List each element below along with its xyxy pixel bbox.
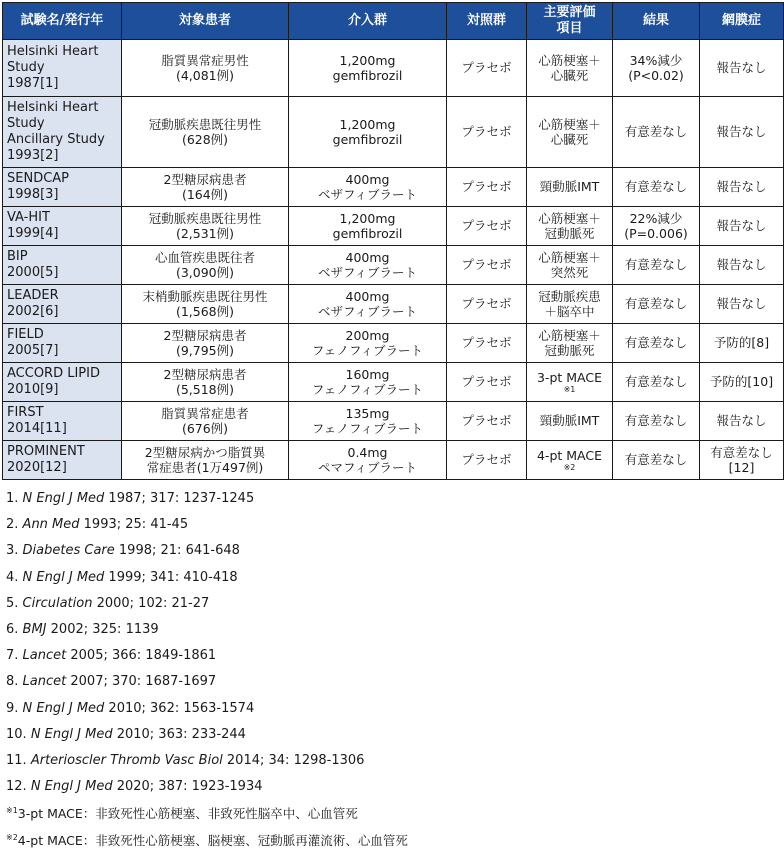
cell-line: 2010[9] — [7, 382, 59, 397]
cell-trial — [3, 402, 122, 441]
reference-item — [6, 722, 761, 748]
reference-journal: N Engl J Med — [22, 700, 105, 716]
cell-intervention — [289, 285, 447, 324]
table-row — [3, 97, 784, 168]
cell-retinopathy — [700, 40, 784, 97]
cell-line: 2型糖尿病患者 — [163, 171, 247, 187]
cell-line: 2型糖尿病かつ脂質異 — [144, 444, 266, 460]
cell-line: 報告なし — [716, 124, 767, 140]
header-trial: 試験名/発行年 — [3, 3, 122, 40]
cell-control: プラセボ — [447, 285, 527, 324]
cell-line: 200mg — [345, 327, 390, 343]
cell-line: 末梢動脈疾患既往男性 — [142, 288, 268, 304]
cell-line: ベザフィブラート — [317, 187, 417, 202]
cell-retinopathy — [700, 97, 784, 168]
cell-patients — [122, 40, 289, 97]
cell-result — [613, 402, 700, 441]
cell-line: 冠動脈疾患 — [538, 288, 601, 304]
footnote-mark: ※2 — [6, 833, 18, 843]
reference-item — [6, 591, 761, 617]
reference-journal: Lancet — [22, 648, 67, 664]
reference-journal: Lancet — [22, 674, 67, 690]
cell-retinopathy — [700, 246, 784, 285]
cell-line: 冠動脈死 — [544, 343, 595, 358]
cell-line: (3,090例) — [175, 265, 235, 280]
cell-line: ACCORD LIPID — [7, 366, 100, 382]
reference-item — [6, 565, 761, 591]
cell-intervention — [289, 363, 447, 402]
cell-line: gemfibrozil — [332, 132, 403, 147]
cell-line: 有意差なし — [624, 296, 688, 312]
reference-item — [6, 696, 761, 722]
cell-line: 2005[7] — [7, 343, 59, 358]
cell-line: ペマフィブラート — [317, 460, 417, 475]
cell-result — [613, 324, 700, 363]
reference-item — [6, 748, 761, 774]
references-list — [6, 486, 761, 854]
cell-line: 心筋梗塞＋ — [538, 210, 601, 226]
reference-journal: Circulation — [22, 595, 93, 611]
header-control: 対照群 — [447, 3, 527, 40]
header-result: 結果 — [613, 3, 700, 40]
cell-result — [613, 168, 700, 207]
table-row — [3, 441, 784, 480]
cell-line: 160mg — [345, 366, 390, 382]
reference-details: 1998; 21: 641-648 — [114, 543, 240, 559]
cell-line: FIRST — [7, 405, 44, 421]
cell-control: プラセボ — [447, 441, 527, 480]
cell-line: 報告なし — [716, 218, 767, 234]
cell-line: 有意差なし — [624, 179, 688, 195]
cell-patients — [122, 441, 289, 480]
header-intervention: 介入群 — [289, 3, 447, 40]
cell-result — [613, 97, 700, 168]
cell-retinopathy — [700, 402, 784, 441]
cell-line: 有意差なし — [624, 374, 688, 390]
table-row — [3, 207, 784, 246]
cell-line: 有意差なし — [624, 413, 688, 429]
cell-line: 1999[4] — [7, 226, 59, 241]
reference-item — [6, 617, 761, 643]
cell-retinopathy — [700, 168, 784, 207]
cell-line: 報告なし — [716, 413, 767, 429]
cell-line: (P=0.006) — [624, 226, 688, 241]
cell-line: [12] — [728, 460, 755, 475]
cell-line: 2型糖尿病患者 — [163, 366, 247, 382]
cell-line: Helsinki Heart — [7, 100, 99, 116]
cell-line: 頸動脈IMT — [539, 179, 600, 195]
cell-intervention — [289, 40, 447, 97]
reference-journal: N Engl J Med — [22, 569, 105, 585]
cell-result — [613, 207, 700, 246]
cell-line: ベザフィブラート — [317, 265, 417, 280]
cell-intervention — [289, 207, 447, 246]
cell-line: BIP — [7, 249, 28, 265]
footnote-marker: ※1 — [563, 385, 576, 395]
cell-outcome — [527, 324, 613, 363]
cell-line: (2,531例) — [175, 226, 235, 241]
reference-details: 1999; 341: 410-418 — [104, 569, 238, 585]
fibrate-trials-table — [2, 2, 784, 480]
cell-line: 脂質異常症患者 — [161, 405, 249, 421]
cell-control: プラセボ — [447, 324, 527, 363]
cell-control: プラセボ — [447, 246, 527, 285]
cell-line: フェノフィブラート — [311, 382, 424, 397]
cell-line: Study — [7, 60, 45, 76]
cell-line: (5,518例) — [175, 382, 235, 397]
reference-journal: Arterioscler Thromb Vasc Biol — [30, 752, 223, 768]
cell-outcome — [527, 168, 613, 207]
cell-intervention — [289, 324, 447, 363]
cell-outcome — [527, 285, 613, 324]
reference-journal: Ann Med — [22, 517, 80, 533]
cell-trial — [3, 246, 122, 285]
cell-result — [613, 246, 700, 285]
footnote-text: 4-pt MACE：非致死性心筋梗塞、脳梗塞、冠動脈再灌流術、心血管死 — [17, 833, 408, 849]
cell-line: (9,795例) — [175, 343, 235, 358]
reference-item — [6, 669, 761, 695]
cell-line: 常症患者(1万497例) — [146, 460, 264, 475]
cell-line: 心筋梗塞＋ — [538, 116, 601, 132]
cell-patients — [122, 97, 289, 168]
cell-line: PROMINENT — [7, 444, 85, 460]
cell-result — [613, 285, 700, 324]
cell-line: 1,200mg — [339, 116, 396, 132]
footnote-marker: ※2 — [563, 463, 576, 473]
cell-line: Study — [7, 116, 45, 132]
cell-trial — [3, 441, 122, 480]
cell-line: 1,200mg — [339, 52, 396, 68]
table-row — [3, 363, 784, 402]
cell-line: SENDCAP — [7, 171, 70, 187]
cell-line: 心筋梗塞＋ — [538, 327, 601, 343]
cell-line: (164例) — [181, 187, 229, 202]
cell-line: 2020[12] — [7, 460, 67, 475]
cell-line: 心臓死 — [550, 68, 589, 83]
cell-intervention — [289, 402, 447, 441]
cell-trial — [3, 207, 122, 246]
cell-trial — [3, 324, 122, 363]
header-patients: 対象患者 — [122, 3, 289, 40]
cell-line: 0.4mg — [347, 444, 388, 460]
reference-item — [6, 643, 761, 669]
reference-details: 2005; 366: 1849-1861 — [66, 648, 217, 664]
cell-line: Ancillary Study — [7, 132, 105, 147]
reference-number: 11. — [6, 752, 27, 768]
cell-line: 1993[2] — [7, 147, 59, 163]
reference-item — [6, 774, 761, 800]
cell-line: 突然死 — [550, 265, 589, 280]
cell-line: 心筋梗塞＋ — [538, 249, 601, 265]
cell-line: 400mg — [345, 288, 390, 304]
cell-line: 2002[6] — [7, 304, 59, 319]
cell-patients — [122, 285, 289, 324]
reference-details: 2007; 370: 1687-1697 — [66, 674, 217, 690]
reference-details: 2002; 325: 1139 — [46, 621, 159, 637]
cell-line: 34%減少 — [629, 52, 683, 68]
cell-retinopathy — [700, 207, 784, 246]
cell-outcome — [527, 246, 613, 285]
footnote-mark: ※1 — [6, 806, 18, 816]
cell-patients — [122, 246, 289, 285]
reference-item — [6, 538, 761, 564]
cell-result — [613, 441, 700, 480]
reference-number: 3. — [6, 543, 19, 559]
reference-number: 4. — [6, 569, 19, 585]
cell-line: 4-pt MACE — [536, 447, 602, 463]
cell-outcome — [527, 40, 613, 97]
cell-control: プラセボ — [447, 97, 527, 168]
cell-patients — [122, 363, 289, 402]
cell-patients — [122, 207, 289, 246]
reference-details: 2014; 34: 1298-1306 — [222, 752, 365, 768]
cell-line: gemfibrozil — [332, 68, 403, 83]
reference-details: 1993; 25: 41-45 — [79, 517, 189, 533]
cell-outcome — [527, 97, 613, 168]
cell-line: 心血管疾患既往者 — [154, 249, 255, 265]
header-outcome-line: 項目 — [556, 21, 583, 36]
cell-line: 有意差なし — [710, 444, 773, 460]
cell-result — [613, 363, 700, 402]
reference-number: 8. — [6, 674, 19, 690]
cell-patients — [122, 324, 289, 363]
cell-line: 心臓死 — [550, 132, 589, 147]
reference-item — [6, 512, 761, 538]
cell-control: プラセボ — [447, 168, 527, 207]
cell-line: gemfibrozil — [332, 226, 403, 241]
table-row — [3, 285, 784, 324]
table-row — [3, 40, 784, 97]
reference-number: 2. — [6, 517, 19, 533]
cell-trial — [3, 285, 122, 324]
cell-line: 報告なし — [716, 257, 767, 273]
footnote-text: 3-pt MACE：非致死性心筋梗塞、非致死性脳卒中、心血管死 — [17, 806, 358, 822]
cell-outcome — [527, 402, 613, 441]
reference-journal: BMJ — [22, 621, 47, 637]
cell-line: ＋脳卒中 — [544, 304, 595, 319]
reference-number: 6. — [6, 621, 19, 637]
cell-line: 135mg — [345, 405, 390, 421]
cell-line: 有意差なし — [624, 335, 688, 351]
cell-line: 22%減少 — [629, 210, 683, 226]
cell-line: (4,081例) — [175, 68, 235, 83]
cell-outcome — [527, 363, 613, 402]
cell-trial — [3, 363, 122, 402]
reference-number: 5. — [6, 595, 19, 611]
cell-line: 報告なし — [716, 179, 767, 195]
cell-result — [613, 40, 700, 97]
cell-line: 頸動脈IMT — [539, 413, 600, 429]
cell-line: 報告なし — [716, 296, 767, 312]
cell-line: (676例) — [181, 421, 229, 436]
cell-line: (1,568例) — [175, 304, 235, 319]
cell-control: プラセボ — [447, 207, 527, 246]
cell-line: 1987[1] — [7, 75, 59, 91]
cell-line: 400mg — [345, 171, 390, 187]
cell-line: 予防的[8] — [713, 335, 770, 351]
cell-trial — [3, 168, 122, 207]
cell-patients — [122, 402, 289, 441]
reference-details: 2020; 387: 1923-1934 — [112, 779, 263, 795]
reference-details: 2010; 362: 1563-1574 — [104, 700, 255, 716]
cell-trial — [3, 97, 122, 168]
cell-line: 心筋梗塞＋ — [538, 52, 601, 68]
reference-details: 2010; 363: 233-244 — [112, 726, 246, 742]
reference-journal: Diabetes Care — [22, 543, 115, 559]
cell-line: (P<0.02) — [628, 68, 684, 83]
cell-retinopathy — [700, 324, 784, 363]
table-row — [3, 246, 784, 285]
cell-line: フェノフィブラート — [311, 421, 424, 436]
cell-control: プラセボ — [447, 40, 527, 97]
reference-items — [6, 486, 761, 800]
cell-intervention — [289, 97, 447, 168]
reference-journal: N Engl J Med — [30, 779, 113, 795]
table-header-row — [3, 3, 784, 40]
cell-intervention — [289, 246, 447, 285]
cell-line: 1998[3] — [7, 187, 59, 202]
reference-number: 1. — [6, 491, 19, 506]
cell-line: 2014[11] — [7, 421, 67, 436]
cell-line: FIELD — [7, 327, 44, 343]
cell-line: VA-HIT — [7, 210, 50, 226]
cell-line: (628例) — [181, 132, 229, 147]
table-row — [3, 168, 784, 207]
cell-intervention — [289, 441, 447, 480]
reference-number: 7. — [6, 648, 19, 664]
reference-journal: N Engl J Med — [30, 726, 113, 742]
reference-number: 12. — [6, 779, 27, 795]
cell-line: 2000[5] — [7, 265, 59, 280]
table-row — [3, 324, 784, 363]
cell-retinopathy — [700, 441, 784, 480]
cell-outcome — [527, 441, 613, 480]
header-outcome-line: 主要評価 — [543, 4, 596, 20]
cell-line: LEADER — [7, 288, 59, 304]
cell-line: 2型糖尿病患者 — [163, 327, 247, 343]
header-outcome — [527, 3, 613, 40]
table-row — [3, 402, 784, 441]
cell-line: 1,200mg — [339, 210, 396, 226]
cell-line: 予防的[10] — [709, 374, 774, 390]
reference-details: 2000; 102: 21-27 — [92, 595, 210, 611]
footnote-item — [6, 800, 761, 827]
reference-item — [6, 486, 761, 512]
cell-line: 脂質異常症男性 — [161, 52, 249, 68]
table-body — [3, 40, 784, 480]
cell-line: 3-pt MACE — [536, 369, 602, 385]
cell-line: 冠動脈疾患既往男性 — [148, 116, 262, 132]
reference-details: 1987; 317: 1237-1245 — [104, 491, 255, 506]
cell-line: フェノフィブラート — [311, 343, 424, 358]
cell-line: Helsinki Heart — [7, 44, 99, 60]
cell-line: 冠動脈死 — [544, 226, 595, 241]
cell-line: ベザフィブラート — [317, 304, 417, 319]
reference-number: 9. — [6, 700, 19, 716]
header-retinopathy: 網膜症 — [700, 3, 784, 40]
cell-line: 400mg — [345, 249, 390, 265]
cell-trial — [3, 40, 122, 97]
reference-journal: N Engl J Med — [22, 491, 105, 506]
footnote-items — [6, 800, 761, 854]
cell-retinopathy — [700, 363, 784, 402]
cell-outcome — [527, 207, 613, 246]
cell-line: 冠動脈疾患既往男性 — [148, 210, 262, 226]
cell-control: プラセボ — [447, 363, 527, 402]
cell-control: プラセボ — [447, 402, 527, 441]
reference-number: 10. — [6, 726, 27, 742]
cell-line: 有意差なし — [624, 124, 688, 140]
footnote-item — [6, 827, 761, 854]
cell-retinopathy — [700, 285, 784, 324]
cell-line: 報告なし — [716, 60, 767, 76]
cell-line: 有意差なし — [624, 452, 688, 468]
cell-line: 有意差なし — [624, 257, 688, 273]
cell-intervention — [289, 168, 447, 207]
cell-patients — [122, 168, 289, 207]
